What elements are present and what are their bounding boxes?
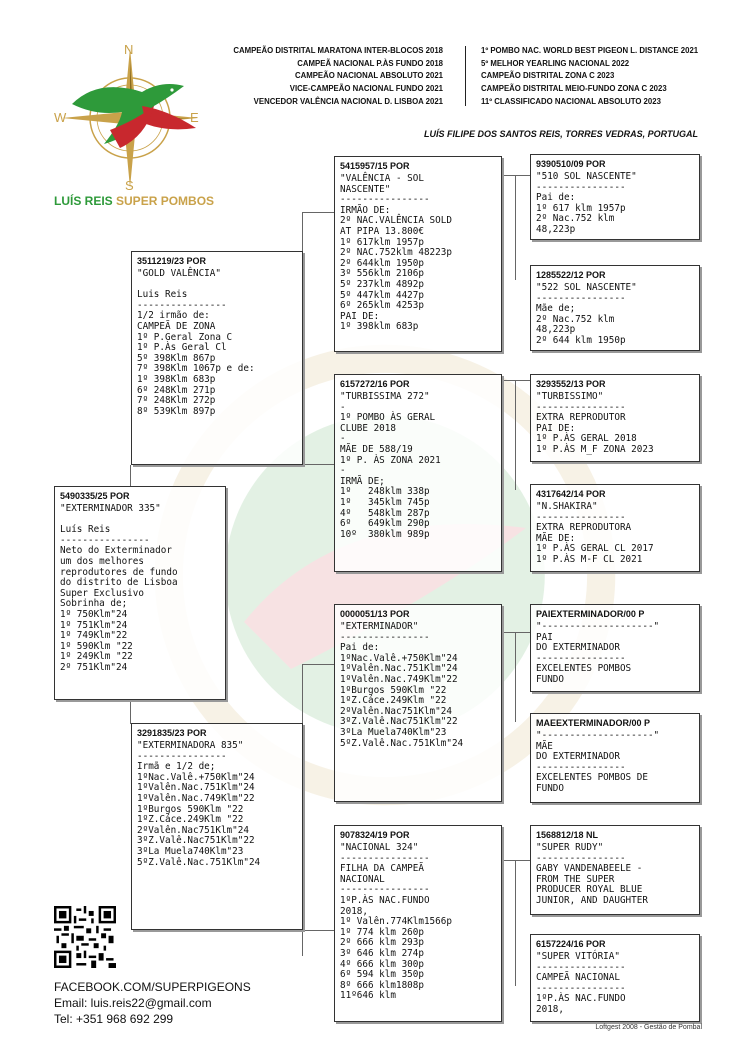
pigeon-details: "EXTERMINADOR 335" Luís Reis ---------------- Neto do Exterminador um dos melhores reprodutores de fundo do distrito de Lisboa Super Exclusivo Sobrinha de; 1º 750Klm"24 1º 751Klm"24 1º 749Klm"22 1º 590Klm "22 1º 249Klm "22 2º 751Klm"24	[60, 503, 178, 673]
compass-north: N	[124, 42, 134, 57]
pigeon-details: "510 SOL NASCENTE" ---------------- Pai de: 1º 617 klm 1957p 2º Nac.752 klm 48,223p	[536, 171, 637, 235]
logo-text-part1: LUÍS REIS	[54, 194, 117, 208]
ggp-box[interactable]	[530, 484, 700, 572]
compass-dove-icon	[50, 40, 210, 195]
logo-text-part2: SUPER POMBOS	[116, 194, 215, 208]
ring-number: 1285522/12 POR	[536, 270, 606, 280]
pigeon-details: "EXTERMINADOR" ---------------- Pai de: 1ºNac.Valê.+750Klm"24 1ºValên.Nac.751Klm"24 1ºValên.Nac.749Klm"22 1ºBurgos 590Klm "22 1ºZ.Cáce.249Klm "22 2ºValên.Nac751Klm"24 3ºZ.Valê.Nac751Klm"22 3ºLa Muela740Klm"23 5ºZ.Valê.Nac.751Klm"24	[340, 621, 464, 749]
pigeon-details: "522 SOL NASCENTE" ---------------- Mãe de; 2º Nac.752 klm 48,223p 2º 644 klm 1950p	[536, 282, 637, 346]
phone-text: Tel: +351 968 692 299	[54, 1012, 174, 1026]
compass-south: S	[125, 178, 134, 193]
connector-line	[502, 860, 530, 861]
facebook-link[interactable]: FACEBOOK.COM/SUPERPIGEONS	[54, 980, 251, 994]
ring-number: MAEEXTERMINADOR/00 P	[536, 718, 651, 728]
ggp-box[interactable]	[530, 265, 700, 351]
sire-sire-box[interactable]	[334, 156, 502, 352]
ggp-box[interactable]	[530, 934, 700, 1022]
ggp-box[interactable]	[530, 825, 700, 915]
ring-number: 3511219/23 POR	[137, 256, 207, 266]
pigeon-details: "--------------------" PAI DO EXTERMINADOR ---------------- EXCELENTES POMBOS FUNDO	[536, 621, 660, 685]
connector-line	[130, 465, 131, 487]
ggp-box[interactable]	[530, 154, 700, 240]
pigeon-details: "SUPER VITÓRIA" ---------------- CAMPEÃ NACIONAL ---------------- 1ºP.ÀS NAC.FUNDO 2018,	[536, 951, 626, 1015]
ring-number: 3293552/13 POR	[536, 379, 606, 389]
ggp-box[interactable]	[530, 604, 700, 692]
connector-line	[515, 632, 516, 722]
subject-box[interactable]	[54, 486, 226, 700]
pigeon-details: "N.SHAKIRA" ---------------- EXTRA REPRODUTORA MÃE DE: 1º P.ÀS GERAL CL 2017 1º P.ÀS M-F CL 2021	[536, 501, 654, 565]
email-link[interactable]: Email: luis.reis22@gmail.com	[54, 996, 212, 1010]
sire-box[interactable]	[131, 251, 303, 465]
connector-line	[302, 464, 334, 465]
title-item: CAMPEÃO DISTRITAL ZONA C 2023	[481, 71, 615, 81]
connector-line	[515, 860, 516, 986]
connector-line	[515, 380, 516, 490]
connector-line	[515, 175, 516, 280]
ring-number: 9078324/19 POR	[340, 830, 410, 840]
title-item: 11º CLASSIFICADO NACIONAL ABSOLUTO 2023	[481, 96, 661, 106]
qr-code-icon[interactable]	[54, 906, 116, 968]
header-divider	[465, 46, 466, 106]
ring-number: 0000051/13 POR	[340, 609, 410, 619]
connector-line	[302, 664, 303, 724]
pigeon-details: "VALÊNCIA - SOL NASCENTE" ---------------- IRMÃO DE: 2º NAC.VALÊNCIA SOLD AT PIPA 13.800€ 1º 617klm 1957p 2º NAC.752klm 48223p 2º 644klm 1950p 3º 556klm 2106p 5º 237klm 4892p 5º 447klm 4427p 6º 265klm 4253p PAI DE: 1º 398klm 683p	[340, 173, 452, 333]
pigeon-details: "NACIONAL 324" ---------------- FILHA DA CAMPEÃ NACIONAL ---------------- 1ºP.ÀS NAC.FUNDO 2018, 1º Valên.774Klm1566p 1º 774 klm 260p 2º 666 klm 293p 3º 646 klm 274p 4º 666 klm 300p 6º 594 klm 350p 8º 666 klm1808p 11º646 klm	[340, 842, 452, 1002]
dam-dam-box[interactable]	[334, 825, 502, 1022]
title-item: VENCEDOR VALÊNCIA NACIONAL D. LISBOA 2021	[253, 96, 443, 106]
title-item: VICE-CAMPEÃO NACIONAL FUNDO 2021	[289, 84, 443, 94]
connector-line	[130, 700, 131, 724]
logo-text	[54, 194, 214, 208]
connector-line	[502, 632, 530, 633]
title-item: CAMPEÃ NACIONAL P.ÀS FUNDO 2018	[297, 58, 443, 68]
pigeon-details: "--------------------" MÃE DO EXTERMINADOR ---------------- EXCELENTES POMBOS DE FUNDO	[536, 730, 660, 794]
ggp-box[interactable]	[530, 374, 700, 462]
ring-number: 5490335/25 POR	[60, 491, 130, 501]
ring-number: 1568812/18 NL	[536, 830, 599, 840]
connector-line	[302, 212, 303, 252]
pigeon-details: "TURBISSIMA 272" - 1º POMBO ÀS GERAL CLUBE 2018 - MÃE DE 588/19 1º P. ÀS ZONA 2021 - IRMÃ DE; 1º 248klm 338p 1º 345klm 745p 4º 548klm 287p 6º 649klm 290p 10º 380klm 989p	[340, 391, 441, 540]
pigeon-details: "EXTERMINADORA 835" ---------------- Irmã e 1/2 de; 1ºNac.Valê.+750Klm"24 1ºValên.Nac.751Klm"24 1ºValên.Nac.749Klm"22 1ºBurgos 590Klm "22 1ºZ.Cáce.249Klm "22 2ºValên.Nac751Klm"24 3ºZ.Valê.Nac751Klm"22 3ºLa Muela740Klm"23 5ºZ.Valê.Nac.751Klm"24	[137, 740, 261, 868]
connector-line	[502, 380, 530, 381]
ring-number: 6157224/16 POR	[536, 939, 606, 949]
connector-line	[302, 664, 334, 665]
pigeon-details: "SUPER RUDY" ---------------- GABY VANDENABEELE - FROM THE SUPER PRODUCER ROYAL BLUE JUNIOR, AND DAUGHTER	[536, 842, 648, 906]
ring-number: PAIEXTERMINADOR/00 P	[536, 609, 645, 619]
title-item: 1º POMBO NAC. WORLD BEST PIGEON L. DISTANCE 2021	[481, 46, 699, 55]
ring-number: 4317642/14 POR	[536, 489, 606, 499]
ring-number: 6157272/16 POR	[340, 379, 410, 389]
title-item: 5º MELHOR YEARLING NACIONAL 2022	[481, 58, 630, 68]
title-item: CAMPEÃO NACIONAL ABSOLUTO 2021	[294, 71, 443, 81]
connector-line	[502, 175, 530, 176]
dam-sire-box[interactable]	[334, 604, 502, 802]
owner-name: LUÍS FILIPE DOS SANTOS REIS, TORRES VEDRAS, PORTUGAL	[423, 129, 698, 139]
compass-west: W	[54, 110, 67, 125]
ggp-box[interactable]	[530, 713, 700, 803]
pigeon-details: "TURBISSIMO" ---------------- EXTRA REPRODUTOR PAI DE: 1º P.ÀS GERAL 2018 1º P.ÀS M_F ZONA 2023	[536, 391, 654, 455]
ring-number: 3291835/23 POR	[137, 728, 207, 738]
sire-dam-box[interactable]	[334, 374, 502, 572]
compass-east: E	[190, 110, 199, 125]
title-item: CAMPEÃO DISTRITAL MARATONA INTER-BLOCOS 2018	[233, 46, 443, 55]
titles-right	[481, 45, 698, 109]
software-credit: Loftgest 2008 - Gestão de Pombal	[595, 1024, 702, 1031]
connector-line	[302, 212, 334, 213]
dam-box[interactable]	[131, 723, 303, 930]
pigeon-details: "GOLD VALÊNCIA" Luis Reis ---------------- 1/2 irmão de: CAMPEÃ DE ZONA 1º P.Geral Zona C 1º P.Às Geral Cl 5º 398Klm 867p 7º 398Klm 1067p e de: 1º 398Klm 683p 6º 248Klm 271p 7º 248Klm 272p 8º 539Klm 897p	[137, 268, 255, 417]
title-item: CAMPEÃO DISTRITAL MEIO-FUNDO ZONA C 2023	[481, 84, 667, 94]
connector-line	[302, 930, 303, 956]
ring-number: 9390510/09 POR	[536, 159, 606, 169]
logo	[50, 40, 215, 215]
connector-line	[302, 930, 334, 931]
ring-number: 5415957/15 POR	[340, 161, 410, 171]
titles-left	[233, 45, 443, 109]
